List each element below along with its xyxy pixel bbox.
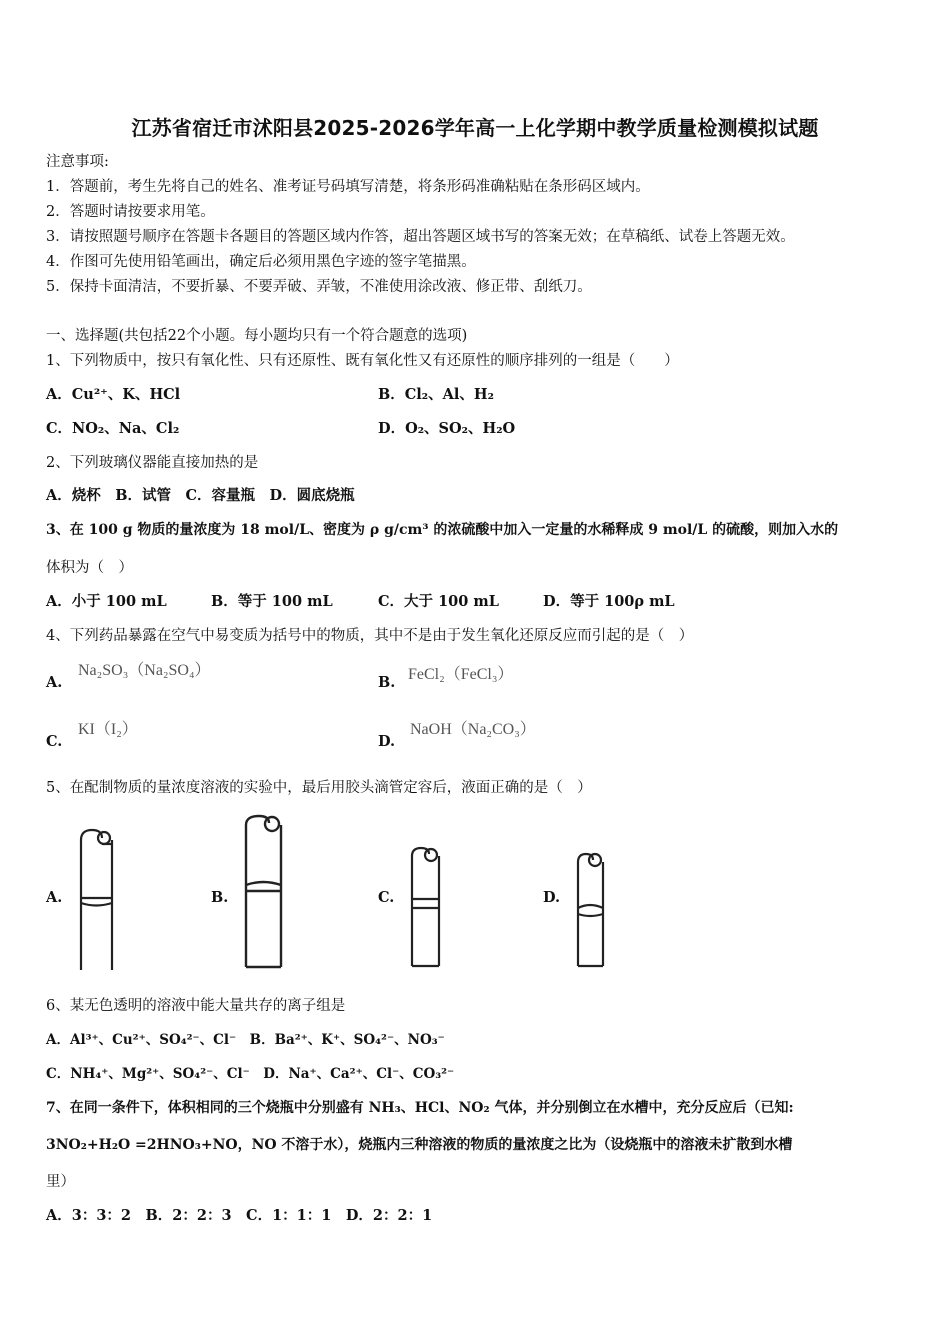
notice-item: 1．答题前，考生先将自己的姓名、准考证号码填写清楚，将条形码准确粘贴在条形码区域内。 [46, 179, 650, 195]
question-5-stem: 5、在配制物质的量浓度溶液的实验中，最后用胶头滴管定容后，液面正确的是（ ） [46, 780, 592, 796]
question-2-options: A．烧杯 B．试管 C．容量瓶 D．圆底烧瓶 [46, 487, 355, 504]
question-6-stem: 6、某无色透明的溶液中能大量共存的离子组是 [46, 998, 346, 1014]
question-3-option-b: B．等于 100 mL [211, 593, 333, 610]
question-1-stem: 1、下列物质中，按只有氧化性、只有还原性、既有氧化性又有还原性的顺序排列的一组是（ ） [46, 353, 679, 369]
volumetric-flask-neck-c-diagram [407, 844, 445, 972]
section-heading: 一、选择题(共包括22个小题。每小题均只有一个符合题意的选项) [46, 328, 468, 344]
question-5-option-b-label: B. [211, 889, 229, 906]
question-6-options-row-2: C．NH₄⁺、Mg²⁺、SO₄²⁻、Cl⁻ D．Na⁺、Ca²⁺、Cl⁻、CO₃²⁻ [46, 1066, 455, 1082]
volumetric-flask-neck-a-diagram [76, 826, 118, 972]
page-title: 江苏省宿迁市沭阳县2025-2026学年高一上化学期中教学质量检测模拟试题 [131, 116, 819, 140]
question-2-stem: 2、下列玻璃仪器能直接加热的是 [46, 455, 259, 471]
notice-item: 4．作图可先使用铅笔画出，确定后必须用黑色字迹的签字笔描黑。 [46, 254, 476, 270]
question-4-option-b-label: B. [378, 674, 396, 691]
question-7-stem-cont: 3NO₂+H₂O =2HNO₃+NO，NO 不溶于水），烧瓶内三种溶液的物质的量浓度之比为（设烧瓶中的溶液未扩散到水槽 [46, 1137, 793, 1153]
question-4-option-c-label: C. [46, 733, 63, 750]
question-1-option-b: B．Cl₂、Al、H₂ [378, 386, 494, 403]
question-7-stem-end: 里） [46, 1174, 75, 1190]
question-4-option-c-formula: KI（I₂） [78, 721, 138, 738]
question-5-option-c-label: C. [378, 889, 395, 906]
notice-item: 2．答题时请按要求用笔。 [46, 204, 215, 220]
question-7-stem: 7、在同一条件下，体积相同的三个烧瓶中分别盛有 NH₃、HCl、NO₂ 气体，并分别倒立在水槽中，充分反应后（已知: [46, 1100, 794, 1116]
question-1-option-d: D．O₂、SO₂、H₂O [378, 420, 516, 437]
question-1-option-a: A．Cu²⁺、K、HCl [46, 386, 181, 403]
notice-heading: 注意事项: [46, 154, 109, 170]
question-5-option-a-label: A. [46, 889, 63, 906]
notice-item: 5．保持卡面清洁，不要折暴、不要弄破、弄皱，不准使用涂改液、修正带、刮纸刀。 [46, 279, 592, 295]
question-4-option-b-formula: FeCl₂（FeCl₃） [408, 666, 514, 683]
volumetric-flask-neck-d-diagram [573, 850, 609, 970]
question-4-option-d-label: D. [378, 733, 396, 750]
question-6-options-row-1: A．Al³⁺、Cu²⁺、SO₄²⁻、Cl⁻ B．Ba²⁺、K⁺、SO₄²⁻、NO₃⁻ [46, 1032, 445, 1048]
question-3-stem: 3、在 100 g 物质的量浓度为 18 mol/L、密度为 ρ g/cm³ 的浓硫酸中加入一定量的水稀释成 9 mol/L 的硫酸，则加入水的 [46, 522, 839, 538]
question-3-option-a: A．小于 100 mL [46, 593, 167, 610]
question-7-options: A．3：3：2 B．2：2：3 C．1：1：1 D．2：2：1 [46, 1207, 433, 1224]
question-3-option-c: C．大于 100 mL [378, 593, 499, 610]
question-4-option-d-formula: NaOH（Na₂CO₃） [410, 721, 536, 738]
question-5-option-d-label: D. [543, 889, 561, 906]
question-1-option-c: C．NO₂、Na、Cl₂ [46, 420, 180, 437]
notice-item: 3．请按照题号顺序在答题卡各题目的答题区域内作答，超出答题区域书写的答案无效；在草稿纸、试卷上答题无效。 [46, 229, 795, 245]
question-3-option-d: D．等于 100ρ mL [543, 593, 675, 610]
volumetric-flask-neck-b-diagram [241, 813, 287, 973]
question-4-option-a-formula: Na₂SO₃（Na₂SO₄） [78, 662, 211, 679]
question-3-stem-cont: 体积为（ ） [46, 560, 133, 576]
question-4-option-a-label: A. [46, 674, 63, 691]
question-4-stem: 4、下列药品暴露在空气中易变质为括号中的物质，其中不是由于发生氧化还原反应而引起的是（ ） [46, 628, 694, 644]
